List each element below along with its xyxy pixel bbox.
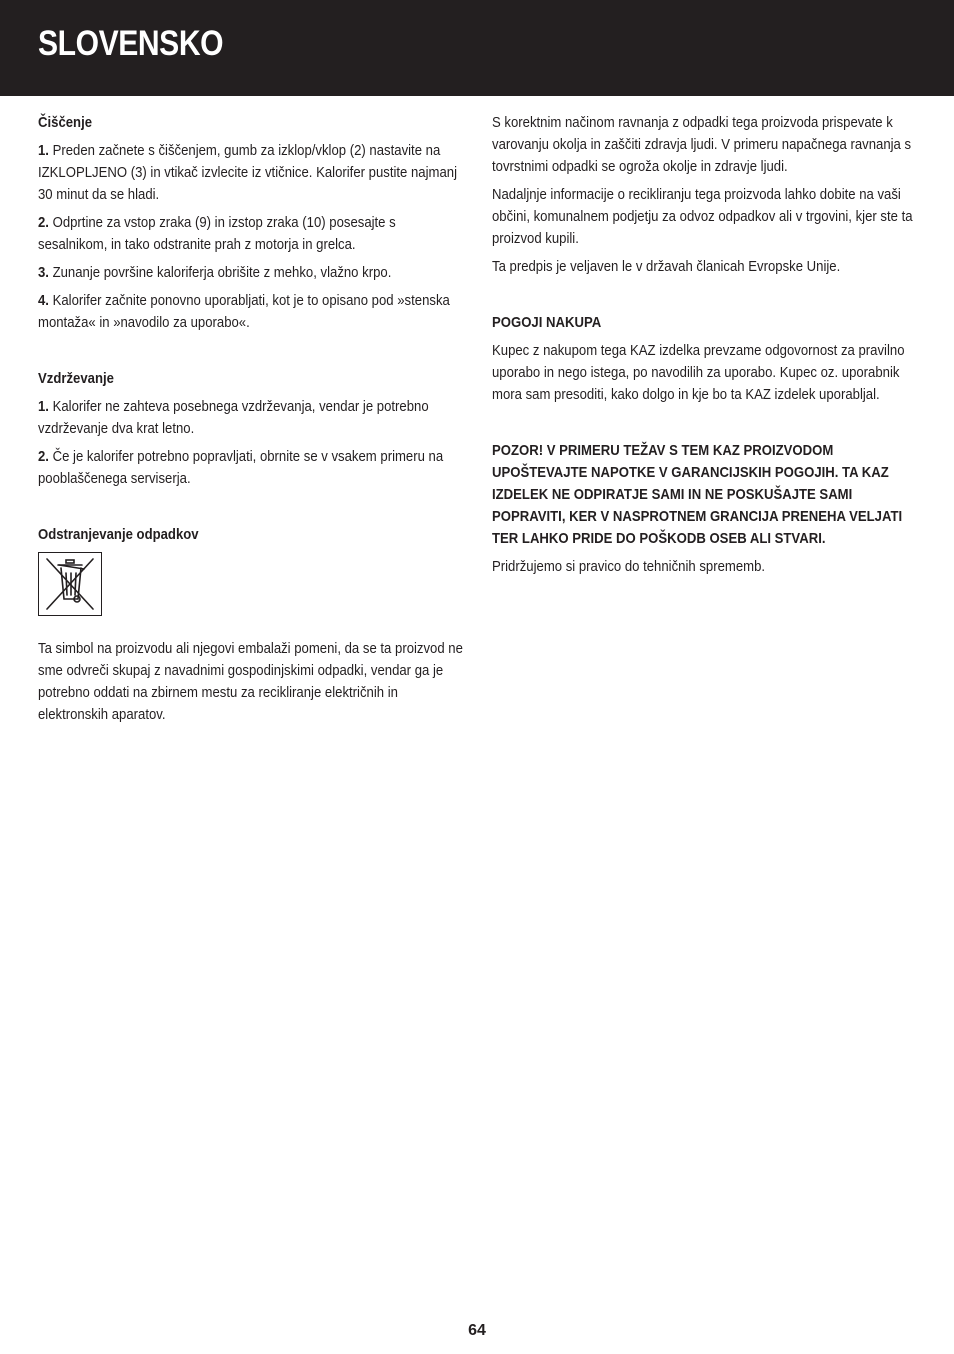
maintenance-heading: Vzdrževanje (38, 371, 114, 387)
step-number: 1. (38, 399, 49, 415)
step-number: 2. (38, 449, 49, 465)
recycling-paragraph-3: Ta predpis je veljaven le v državah članicah Evropske Unije. (492, 259, 841, 275)
step-text: Kalorifer ne zahteva posebnega vzdrževanja, vendar je potrebno vzdrževanje dva krat letno. (38, 399, 429, 437)
cleaning-heading: Čiščenje (38, 115, 93, 131)
step-number: 1. (38, 143, 49, 159)
step-number: 2. (38, 215, 49, 231)
crossed-out-wheelie-bin-icon (38, 552, 102, 616)
cleaning-step-4 (38, 290, 465, 334)
step-number: 4. (38, 293, 49, 309)
step-number: 3. (38, 265, 49, 281)
page-number: 64 (468, 1322, 486, 1339)
recycling-paragraph-1: S korektnim načinom ravnanja z odpadki tega proizvoda prispevate k varovanju okolja in zaščiti zdravja ljudi. V primeru napačnega ravnanja s tovrstnimi odpadki se ogroža okolje in zdravje ljudi. (492, 115, 912, 175)
disposal-text: Ta simbol na proizvodu ali njegovi embalaži pomeni, da se ta proizvod ne sme odvreči skupaj z navadnimi gospodinjskimi odpadki, vendar ga je potrebno oddati na zbirnem mestu za recikliranje električnih in elektronskih aparatov. (38, 641, 463, 723)
maintenance-step-1 (38, 396, 465, 440)
page-title: SLOVENSKO (38, 24, 224, 63)
step-text: Preden začnete s čiščenjem, gumb za izklop/vklop (2) nastavite na IZKLOPLJENO (3) in vtikač izvlecite iz vtičnice. Kalorifer pustite najmanj 30 minut da se hladi. (38, 143, 457, 203)
disclaimer-text: Pridržujemo si pravico do tehničnih sprememb. (492, 559, 766, 575)
step-text: Zunanje površine kaloriferja obrišite z mehko, vlažno krpo. (48, 265, 392, 281)
maintenance-step-2 (38, 446, 465, 490)
step-text: Kalorifer začnite ponovno uporabljati, kot je to opisano pod »stenska montaža« in »navodilo za uporabo«. (38, 293, 450, 331)
disposal-heading: Odstranjevanje odpadkov (38, 527, 199, 543)
right-column (492, 112, 918, 584)
left-column (38, 112, 464, 732)
cleaning-step-3 (38, 262, 465, 284)
warning-text: POZOR! V PRIMERU TEŽAV S TEM KAZ PROIZVODOM UPOŠTEVAJTE NAPOTKE V GARANCIJSKIH POGOJIH. TA KAZ IZDELEK NE ODPIRATJE SAMI IN NE POSKUŠAJTE SAMI POPRAVITI, KER V NASPROTNEM GRANCIJA PRENEHA VELJATI TER LAHKO PRIDE DO POŠKODB OSEB ALI STVARI. (492, 443, 903, 547)
cleaning-step-1 (38, 140, 465, 206)
cleaning-step-2 (38, 212, 465, 256)
purchase-heading: POGOJI NAKUPA (492, 315, 602, 331)
recycling-paragraph-2: Nadaljnje informacije o recikliranju tega proizvoda lahko dobite na vaši občini, komunalnem podjetju za odvoz odpadkov ali v trgovini, kjer ste ta proizvod kupili. (492, 187, 913, 247)
step-text: Odprtine za vstop zraka (9) in izstop zraka (10) posesajte s sesalnikom, in tako odstranite prah z motorja in grelca. (38, 215, 396, 253)
header-bar (0, 0, 954, 96)
purchase-text: Kupec z nakupom tega KAZ izdelka prevzame odgovornost za pravilno uporabo in nego istega, po navodilih za uporabo. Kupec oz. uporabnik mora sam presoditi, kako dolgo in kje bo ta KAZ izdelek uporabljal. (492, 343, 905, 403)
step-text: Če je kalorifer potrebno popravljati, obrnite se v vsakem primeru na pooblaščenega serviserja. (38, 449, 444, 487)
